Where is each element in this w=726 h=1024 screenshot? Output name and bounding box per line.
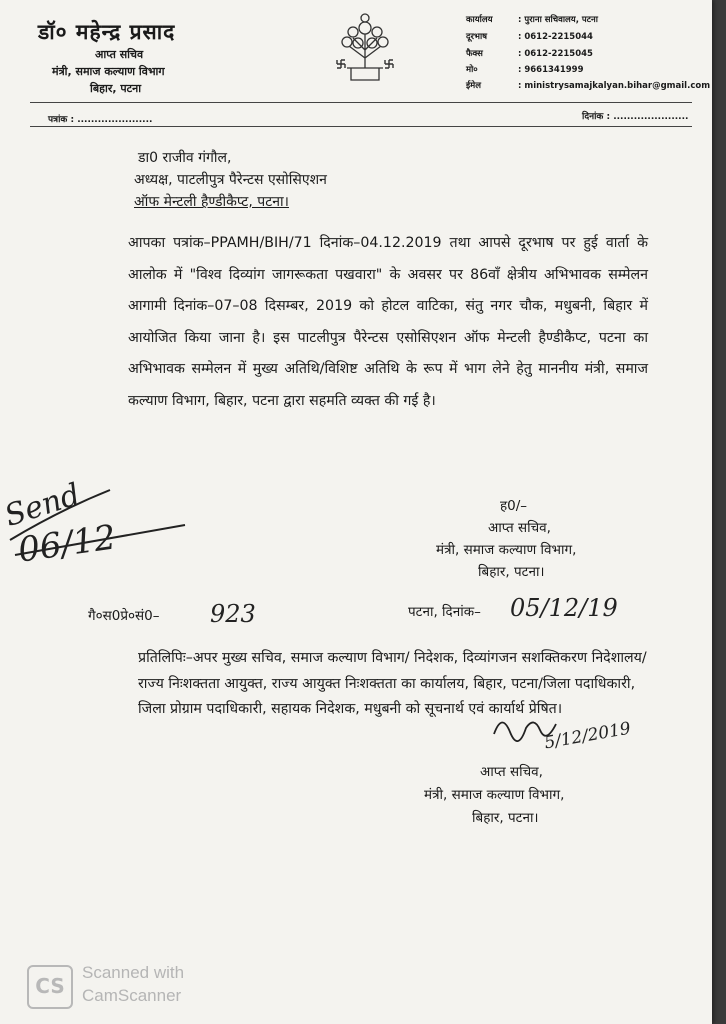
signature1-department: मंत्री, समाज कल्याण विभाग, [436,542,577,558]
contact-mobile [466,64,584,75]
letterhead-divider [30,102,692,103]
signature2-department: मंत्री, समाज कल्याण विभाग, [424,787,565,803]
signature1-ho: ह0/– [500,498,528,514]
dispatch-date-value: 05/12/19 [510,594,618,622]
ref-number-field: पत्रांक : ...................... [48,115,153,125]
contact-value: : 0612-2215044 [518,32,593,42]
addressee-organisation: ऑफ मेन्टली हैण्डीकैप्ट, पटना। [134,194,289,210]
contact-value: : ministrysamajkalyan.bihar@gmail.com [518,81,711,91]
letterhead-city: बिहार, पटना [90,82,142,95]
letterhead-department: मंत्री, समाज कल्याण विभाग [52,65,165,78]
letterhead-designation: आप्त सचिव [95,48,144,61]
ref-date-field: दिनांक : ...................... [582,112,689,122]
handwritten-strokes [0,480,200,570]
addressee-title: अध्यक्ष, पाटलीपुत्र पैरेन्टस एसोसिएशन [134,172,327,188]
contact-value: : 0612-2215045 [518,49,593,59]
handwritten-sent-note: Send [0,476,85,535]
contact-phone [466,31,593,42]
signature2-designation: आप्त सचिव, [480,764,543,780]
letter-body: आपका पत्रांक–PPAMH/BIH/71 दिनांक–04.12.2019 तथा आपसे दूरभाष पर हुई वार्ता के आलोक में "विश्व दिव्यांग जागरूकता पखवारा" के अवसर पर 86वाँ क्षेत्रीय अभिभावक सम्मेलन आगामी दिनांक–07–08 दिसम्बर, 2019 को होटल वाटिका, संतु नगर चौक, मधुबनी, बिहार में आयोजित किया जाना है। इस पाटलीपुत्र पैरेन्टस एसोसिएशन ऑफ मेन्टली हैण्डीकैप्ट, पटना का अभिभावक सम्मेलन में मुख्य अतिथि/विशिष्ट अतिथि के रूप में भाग लेने हेतु माननीय मंत्री, समाज कल्याण विभाग, बिहार, पटना द्वारा सहमति व्यक्त की गई है। [128,235,648,409]
watermark-line1: Scanned with [82,963,185,982]
signature2-handwritten-date: 5/12/2019 [542,718,633,754]
contact-value: : 9661341999 [518,65,584,75]
contact-value: : पुराना सचिवालय, पटना [518,15,598,25]
letterhead-divider-lower [30,126,692,127]
contact-label: दूरभाष [466,32,488,42]
contact-fax [466,48,593,59]
contact-label: मो० [466,65,478,75]
camscanner-logo-icon: CS [27,965,73,1009]
signature2-city: बिहार, पटना। [472,810,539,826]
handwritten-sent-date: 06/12 [15,517,119,571]
watermark-line2: CamScanner [82,986,182,1005]
dispatch-date-label: पटना, दिनांक– [408,604,481,620]
bihar-emblem-icon [333,10,397,86]
contact-office [466,14,598,25]
dispatch-number-label: गै०स0प्रे०सं0– [88,608,160,624]
contact-email [466,80,710,91]
contact-label: कार्यालय [466,15,493,25]
addressee-name: डा0 राजीव गंगौल, [138,150,232,166]
contact-label: ईमेल [466,81,482,91]
dispatch-number-value: 923 [210,600,256,628]
signature1-city: बिहार, पटना। [478,564,545,580]
signature1-designation: आप्त सचिव, [488,520,551,536]
copy-to-text: प्रतिलिपिः–अपर मुख्य सचिव, समाज कल्याण विभाग/ निदेशक, दिव्यांगजन सशक्तिकरण निदेशालय/राज्य निःशक्तता आयुक्त, राज्य आयुक्त निःशक्तता का कार्यालय, बिहार, पटना/जिला पदाधिकारी, जिला प्रोग्राम पदाधिकारी, सहायक निदेशक, मधुबनी को सूचनार्थ एवं कार्यार्थ प्रेषित। [138,650,647,717]
contact-label: फैक्स [466,49,483,59]
letterhead-name: डॉ० महेन्द्र प्रसाद [38,20,176,44]
